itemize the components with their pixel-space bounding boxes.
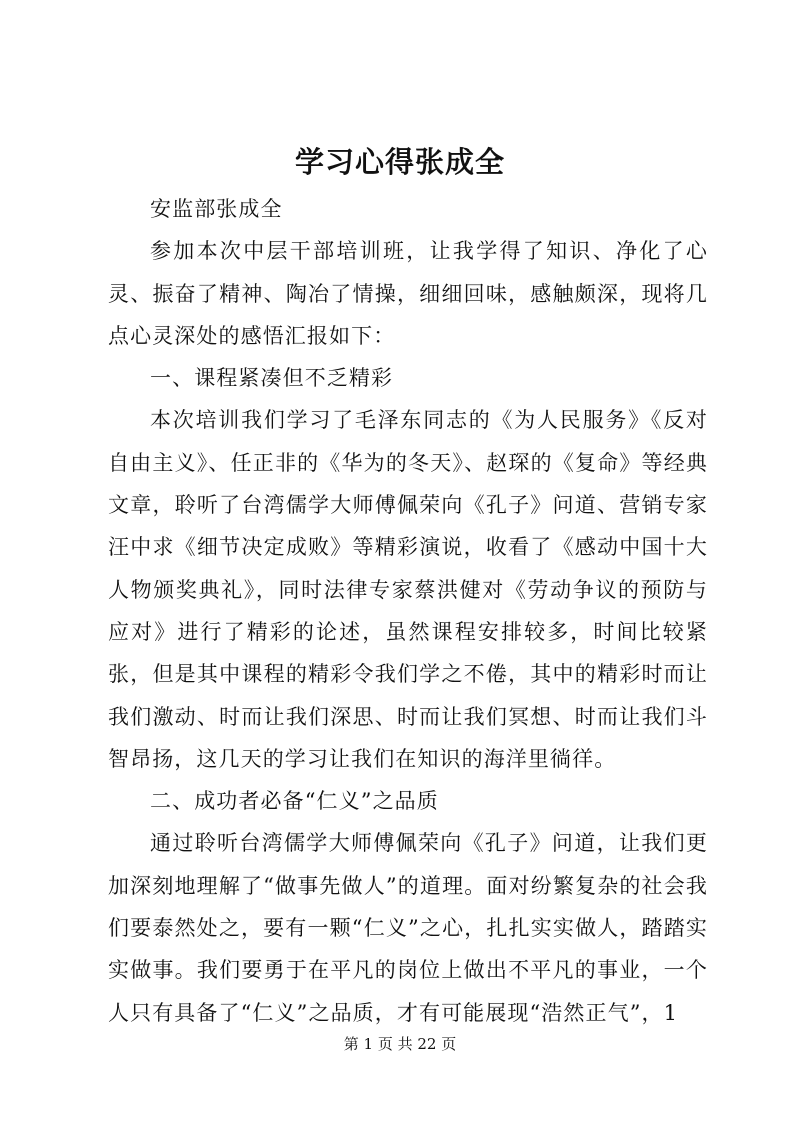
- page-footer: 第 1 页 共 22 页: [343, 1035, 457, 1053]
- document-body: [108, 188, 708, 1034]
- section-heading-1: 一、课程紧凑但不乏精彩: [150, 366, 394, 391]
- author-line: 安监部张成全: [150, 197, 283, 221]
- document-title: 学习心得张成全: [294, 145, 505, 179]
- section-2-paragraph: 通过聆听台湾儒学大师傅佩荣向《孔子》问道，让我们更加深刻地理解了“做事先做人”的道理。面对纷繁复杂的社会我们要泰然处之，要有一颗“仁义”之心，扎扎实实做人，踏踏实实做事。我们要勇于在平凡的岗位上做出不平凡的事业，一个人只有具备了“仁义”之品质，才有可能展现“浩然正气”，1: [108, 831, 708, 1025]
- intro-paragraph: 参加本次中层干部培训班，让我学得了知识、净化了心灵、振奋了精神、陶冶了情操，细细回味，感触颇深，现将几点心灵深处的感悟汇报如下：: [108, 239, 708, 348]
- section-heading-2: 二、成功者必备“仁义”之品质: [150, 789, 439, 814]
- section-1-paragraph: 本次培训我们学习了毛泽东同志的《为人民服务》《反对自由主义》、任正非的《华为的冬天》、赵琛的《复命》等经典文章，聆听了台湾儒学大师傅佩荣向《孔子》问道、营销专家汪中求《细节决定成败》等精彩演说，收看了《感动中国十大人物颁奖典礼》，同时法律专家蔡洪健对《劳动争议的预防与应对》进行了精彩的论述，虽然课程安排较多，时间比较紧张，但是其中课程的精彩令我们学之不倦，其中的精彩时而让我们激动、时而让我们深思、时而让我们冥想、时而让我们斗智昂扬，这几天的学习让我们在知识的海洋里徜徉。: [108, 408, 708, 771]
